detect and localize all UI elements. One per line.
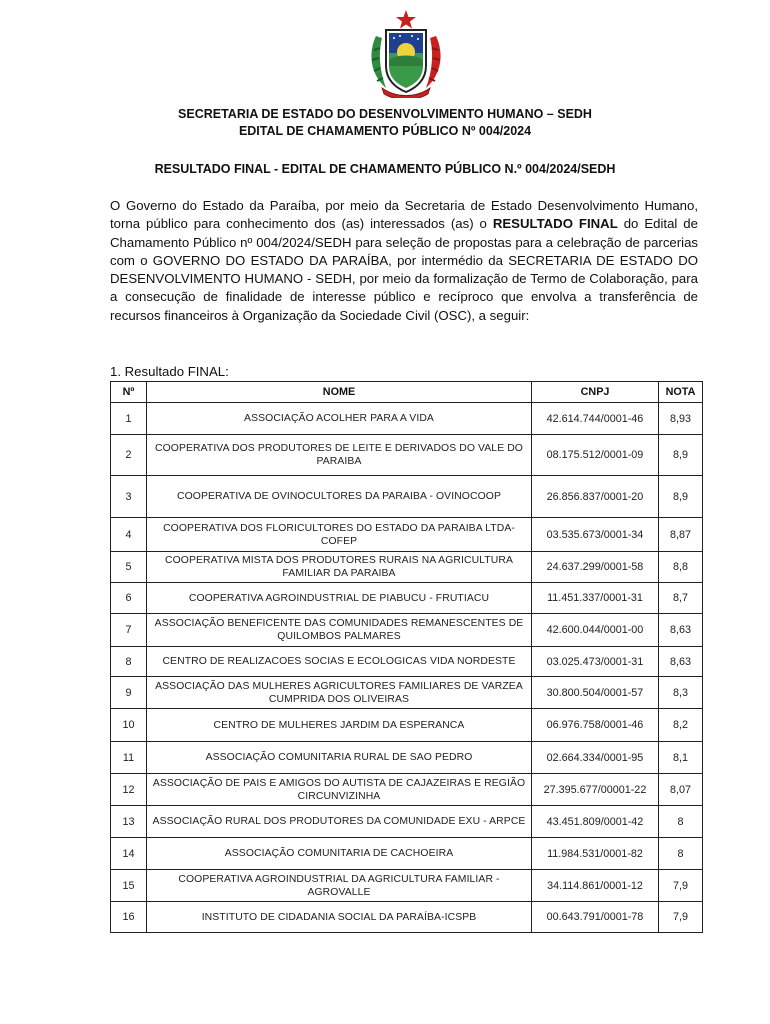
row-score: 8 — [659, 838, 703, 870]
row-cnpj: 30.800.504/0001-57 — [532, 677, 659, 709]
table-row — [111, 614, 703, 647]
table-row — [111, 435, 703, 476]
table-row — [111, 647, 703, 677]
row-score: 8,93 — [659, 403, 703, 435]
row-cnpj: 11.984.531/0001-82 — [532, 838, 659, 870]
table-row — [111, 870, 703, 902]
row-number: 11 — [111, 742, 147, 774]
row-name: ASSOCIAÇÃO COMUNITARIA RURAL DE SAO PEDRO — [147, 742, 532, 774]
row-cnpj: 02.664.334/0001-95 — [532, 742, 659, 774]
header-nota: NOTA — [659, 382, 703, 403]
row-cnpj: 03.025.473/0001-31 — [532, 647, 659, 677]
row-number: 1 — [111, 403, 147, 435]
row-number: 8 — [111, 647, 147, 677]
table-row — [111, 902, 703, 933]
table-header-row — [111, 382, 703, 403]
row-number: 6 — [111, 583, 147, 614]
table-row — [111, 677, 703, 709]
row-score: 7,9 — [659, 902, 703, 933]
intro-text-end: do Edital de Chamamento Público nº 004/2024/SEDH para seleção de propostas para a celebração de parcerias com o GOVERNO DO ESTADO DA PARAÍBA, por intermédio da SECRETARIA DE ESTADO DO DESENVOLVIMENTO HUMANO - SEDH, por meio da formalização de Termo de Colaboração, para a consecução de finalidade de interesse público e recíproco que envolva a transferência de recursos financeiros à Organização da Sociedade Civil (OSC), a seguir: — [110, 216, 698, 323]
row-score: 8,9 — [659, 476, 703, 518]
row-score: 8,63 — [659, 647, 703, 677]
row-name: COOPERATIVA AGROINDUSTRIAL DA AGRICULTURA FAMILIAR - AGROVALLE — [147, 870, 532, 902]
table-row — [111, 552, 703, 583]
row-name: CENTRO DE REALIZACOES SOCIAS E ECOLOGICAS VIDA NORDESTE — [147, 647, 532, 677]
table-row — [111, 583, 703, 614]
row-name: ASSOCIAÇÃO COMUNITARIA DE CACHOEIRA — [147, 838, 532, 870]
row-number: 7 — [111, 614, 147, 647]
row-number: 13 — [111, 806, 147, 838]
table-row — [111, 403, 703, 435]
row-number: 12 — [111, 774, 147, 806]
row-cnpj: 42.614.744/0001-46 — [532, 403, 659, 435]
row-cnpj: 11.451.337/0001-31 — [532, 583, 659, 614]
row-cnpj: 06.976.758/0001-46 — [532, 709, 659, 742]
section-label: 1. Resultado FINAL: — [110, 364, 229, 379]
intro-paragraph — [110, 197, 698, 325]
row-score: 8,8 — [659, 552, 703, 583]
edital-heading: EDITAL DE CHAMAMENTO PÚBLICO Nº 004/2024 — [238, 124, 532, 138]
row-cnpj: 00.643.791/0001-78 — [532, 902, 659, 933]
row-number: 2 — [111, 435, 147, 476]
row-name: COOPERATIVA DOS PRODUTORES DE LEITE E DERIVADOS DO VALE DO PARAIBA — [147, 435, 532, 476]
row-cnpj: 26.856.837/0001-20 — [532, 476, 659, 518]
row-cnpj: 43.451.809/0001-42 — [532, 806, 659, 838]
row-name: COOPERATIVA DE OVINOCULTORES DA PARAIBA - OVINOCOOP — [147, 476, 532, 518]
row-name: ASSOCIAÇÃO ACOLHER PARA A VIDA — [147, 403, 532, 435]
row-name: CENTRO DE MULHERES JARDIM DA ESPERANCA — [147, 709, 532, 742]
table-row — [111, 742, 703, 774]
row-number: 16 — [111, 902, 147, 933]
row-score: 8,1 — [659, 742, 703, 774]
secretaria-heading: SECRETARIA DE ESTADO DO DESENVOLVIMENTO HUMANO – SEDH — [178, 107, 592, 121]
intro-text-start: O Governo do Estado da Paraíba, por meio da Secretaria de Estado Desenvolvimento Humano, torna público para conhecimento dos (as) interessados (as) o — [110, 198, 698, 232]
row-name: COOPERATIVA MISTA DOS PRODUTORES RURAIS NA AGRICULTURA FAMILIAR DA PARAIBA — [147, 552, 532, 583]
results-table — [110, 381, 703, 933]
row-score: 8,07 — [659, 774, 703, 806]
header-nome: NOME — [147, 382, 532, 403]
row-score: 8 — [659, 806, 703, 838]
row-name: ASSOCIAÇÃO BENEFICENTE DAS COMUNIDADES REMANESCENTES DE QUILOMBOS PALMARES — [147, 614, 532, 647]
table-row — [111, 518, 703, 552]
paraiba-coat-of-arms-icon — [362, 8, 450, 98]
row-name: INSTITUTO DE CIDADANIA SOCIAL DA PARAÍBA-ICSPB — [147, 902, 532, 933]
row-cnpj: 34.114.861/0001-12 — [532, 870, 659, 902]
row-score: 8,2 — [659, 709, 703, 742]
row-number: 4 — [111, 518, 147, 552]
row-cnpj: 24.637.299/0001-58 — [532, 552, 659, 583]
row-number: 9 — [111, 677, 147, 709]
table-row — [111, 838, 703, 870]
row-cnpj: 08.175.512/0001-09 — [532, 435, 659, 476]
table-row — [111, 476, 703, 518]
header-cnpj: CNPJ — [532, 382, 659, 403]
row-number: 5 — [111, 552, 147, 583]
row-score: 8,87 — [659, 518, 703, 552]
row-name: ASSOCIAÇÃO RURAL DOS PRODUTORES DA COMUNIDADE EXU - ARPCE — [147, 806, 532, 838]
row-number: 10 — [111, 709, 147, 742]
row-score: 8,9 — [659, 435, 703, 476]
header-numero: Nº — [111, 382, 147, 403]
row-number: 15 — [111, 870, 147, 902]
row-name: COOPERATIVA DOS FLORICULTORES DO ESTADO DA PARAIBA LTDA-COFEP — [147, 518, 532, 552]
row-name: COOPERATIVA AGROINDUSTRIAL DE PIABUCU - FRUTIACU — [147, 583, 532, 614]
intro-bold-result: RESULTADO FINAL — [492, 216, 618, 232]
row-score: 8,63 — [659, 614, 703, 647]
table-row — [111, 709, 703, 742]
document-title: RESULTADO FINAL - EDITAL DE CHAMAMENTO PÚBLICO N.º 004/2024/SEDH — [154, 162, 616, 176]
row-name: ASSOCIAÇÃO DAS MULHERES AGRICULTORES FAMILIARES DE VARZEA CUMPRIDA DOS OLIVEIRAS — [147, 677, 532, 709]
row-name: ASSOCIAÇÃO DE PAIS E AMIGOS DO AUTISTA DE CAJAZEIRAS E REGIÃO CIRCUNVIZINHA — [147, 774, 532, 806]
table-row — [111, 806, 703, 838]
row-number: 3 — [111, 476, 147, 518]
row-score: 8,7 — [659, 583, 703, 614]
row-cnpj: 27.395.677/00001-22 — [532, 774, 659, 806]
row-cnpj: 03.535.673/0001-34 — [532, 518, 659, 552]
table-row — [111, 774, 703, 806]
row-score: 8,3 — [659, 677, 703, 709]
row-cnpj: 42.600.044/0001-00 — [532, 614, 659, 647]
row-number: 14 — [111, 838, 147, 870]
row-score: 7,9 — [659, 870, 703, 902]
